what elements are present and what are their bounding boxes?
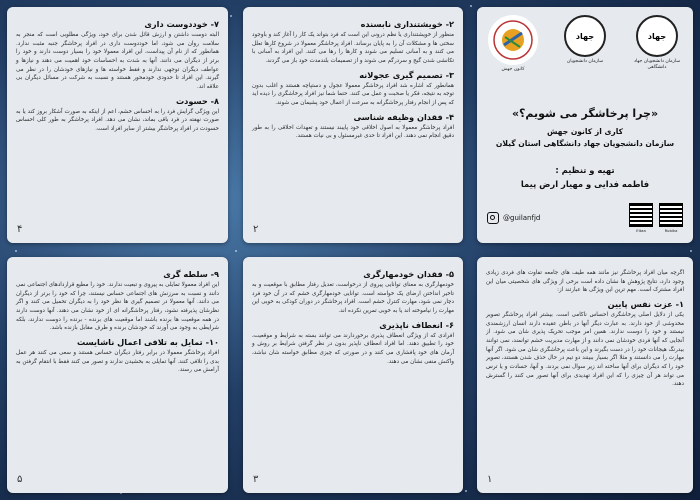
logo-caption-mid: سازمان دانشجویان — [566, 59, 604, 64]
text-self-love: البته دوست داشتن و ارزش قائل شدن برای خود، ویژگی مطلوبی است که منجر به سلامت روان می شود، اما خوددوست داری در افراد پرخاشگر جنبه مثبت ندارد. همانطور که از نام آن پیداست، این افراد معمولا خود را بسیار دوست دارند و خود را برتر از دیگران می دانند. آنها به شدت به احساسات خود اهمیت می دهند و نیازها و عواطف دیگران توجهی ندارند و فقط خواسته ها و نیازهای خودشان را در نظر می گیرند. این افراد تا حدودی خودمحور هستند و نسبت به شرکت در مسائل دیگران بی علاقه اند. — [16, 32, 219, 90]
heading-self-control: ۲- خویشتنداری نابسنده — [360, 19, 454, 29]
cover-subtitle-2: سازمان دانشجویان جهاد دانشگاهی استان گیلان — [495, 139, 675, 149]
logo-org-3 — [630, 15, 684, 71]
text-self-regulation: خودمهارگری به معنای توانایی پیروی از درخواست، تعدیل رفتار مطابق با موقعیت و به تاخیر انداختن ارضای یک خواسته است. توانایی خودمهارگری خشم که در آن خود فرد دچار نمی شود، مهارت کنترل خشم است. افراد پرخاشگر در دوران کودکی به خوبی این مهارت را نیاموخته اند یا به خوبی تمرین نکرده اند. — [252, 282, 454, 314]
heading-inflexibility: ۶- انعطاف ناپذیری — [379, 319, 454, 330]
text-conscientiousness: افراد پرخاشگر معمولا به اصول اخلاقی خود پایبند نیستند و تعهدات اخلاقی را به طور دقیق انجام نمی دهند. این افراد تا حدی غیرمسئول و بی نیات هستند. — [252, 124, 454, 140]
page-number: ۳ — [253, 474, 259, 485]
text-self-control: منظور از خویشتنداری یا نظم درونی این است که فرد بتواند یک کار را آغاز کند و باوجود سختی ها و مشکلات آن را به پایان برساند. افراد پرخاشگر معمولا در شروع کارها تعلل می کنند و به آسانی تسلیم می شوند و کارها را رها می کنند. این افراد به آسانی با تکانشی شدن گیج و سردرگم می شوند و از تصمیمات بلندمدت خود باز می گردند. — [252, 32, 454, 64]
heading-low-self-esteem: ۱- عزت نفس پایین — [607, 298, 684, 309]
intro-text: اگرچه میان افراد پرخاشگر نیز مانند همه طیف های جامعه تفاوت های فردی زیادی وجود دارد، نتایج پژوهش ها نشان داده است برخی از ویژگی های شخصیتی میان این افراد مشترک است. مهم ترین این ویژگی ها عبارتند از: — [486, 270, 684, 294]
qr-code-icon — [629, 203, 653, 227]
page-number: ۵ — [17, 474, 23, 485]
cover-panel — [477, 7, 693, 243]
qr-caption-left: Eitaa — [636, 228, 646, 233]
page-number: ۴ — [17, 224, 23, 235]
heading-self-love: ۷- خوددوست داری — [144, 19, 219, 29]
page-number: ۱ — [487, 474, 493, 485]
heading-dominance: ۹- سلطه گری — [163, 269, 219, 279]
authors: فاطمه فدایی و مهیار ارض پیما — [520, 178, 650, 189]
instagram-handle[interactable] — [487, 212, 540, 224]
jahad-logo: جهاد — [636, 15, 678, 57]
text-hasty-decision: همانطور که اشاره شد افراد پرخاشگر معمولا عجول و دستپاچه هستند و اغلب بدون توجه به نتیجه، فکر یا صحبت و عمل می کنند. حتما شما نیز افراد پرخاشگری را دیده اید که پس از انجام رفتار پرخاشگرانه به سرعت از اعمال خود پشیمان می شوند. — [252, 82, 454, 106]
logo-caption-right: کانون جهش — [501, 67, 525, 72]
logo-caption-left: سازمان دانشجویان جهاد دانشگاهی — [633, 59, 681, 70]
cover-title: «چرا پرخاشگر می شویم؟» — [511, 107, 659, 120]
panel-page-2 — [243, 7, 463, 243]
heading-revenge: ۱۰- تمایل به تلافی اعمال ناشایست — [76, 336, 219, 347]
panel-page-3 — [243, 257, 463, 493]
cover-subtitle-1: کاری از کانون جهش — [546, 127, 624, 136]
instagram-text: @guilanfjd — [503, 214, 541, 222]
text-dominance: این افراد معمولا تمایلی به پیروی و تبعیت ندارند. خود را مطیع قراردادهای اجتماعی نمی دانند و نسبت به سرزنش های اجتماعی حساس نیستند، چرا که خود را برتر از دیگران می دانند. آنها معمولا در تصمیم گیری ها نظر خود را به دیگران تحمیل می کنند و اگر نظرشان پذیرفته نشود، رفتار پرخاشگرانه ای از خود نشان می دهند. آنها دوست دارند در همه موقعیت ها برنده باشند اما موقعیت های برنده - برنده را دوست ندارند، بلکه شرایطی به وجود می آورند که خودشان برنده و طرف مقابل بازنده باشد. — [16, 282, 219, 332]
heading-conscientiousness: ۴- فقدان وظیفه شناسی — [353, 111, 454, 122]
heading-jealousy: ۸- حسودت — [175, 95, 219, 106]
logo-org-1 — [486, 15, 540, 73]
text-revenge: افراد پرخاشگر معمولا در برابر رفتار دیگران حساس هستند و سعی می کنند هر عمل بدی را تلافی کنند. آنها تمایلی به بخشیدن ندارند و تصور می کنند فقط با انتقام گرفتن به آرامش می رسند. — [16, 349, 219, 374]
qr-code-icon — [659, 203, 683, 227]
kanoon-jahesh-logo — [488, 15, 538, 65]
text-low-self-esteem: یکی از دلایل اصلی پرخاشگری احساس ناکامی است. بیشتر افراد پرخاشگر تصویر مخدوشی از خود دارند. به عبارت دیگر آنها در باطن عقیده دارند انسان ارزشمندی نیستند و خود را دوست ندارند. همین امر موجب تحریک پذیری شان می شود. از آنجایی که آنها فردی خودشان نمی دانند و از مهارت مدیریت خشم توانمند، نمی توانند بیدرنگ هیجانات خود را در دست بگیرند و این باعث پرخاشگری شان می شود. اگر آنها مهارت را می دانستند و مثلا اگر بسیار ببینند دو تیم در حال حذف شدن هستند، تصویر خود را که دیگران برای آنها ساخته اند زیر سوال نمی بردند. و آنها، حسادت و یا ترس می تواند هر آن چیزی را که این افراد تهدیدی برای آنها تصور می کنند را گسترش دهند. — [486, 311, 684, 388]
qr-caption-right: Rubika — [664, 228, 678, 233]
qr-block-left — [629, 203, 653, 233]
logo-org-2 — [558, 15, 612, 65]
cover-footer — [487, 203, 683, 233]
jahad-logo: جهاد — [564, 15, 606, 57]
panel-page-5 — [7, 257, 228, 493]
heading-hasty-decision: ۳- تصمیم گیری عجولانه — [359, 69, 454, 80]
logos-row — [486, 15, 684, 87]
qr-block-right — [659, 203, 683, 233]
text-inflexibility: افرادی که از ویژگی انعطاف پذیری برخوردارند می توانند بسته به شرایط و موقعیت، خود را تطبیق دهند. اما افراد انعطاف ناپذیر بدون در نظر گرفتن شرایط بر روش و آرمان های خود پافشاری می کنند و در صورتی که چیزی مطابق خواسته شان نباشد، واکنش منفی نشان می دهند. — [252, 332, 454, 365]
text-jealousy: این ویژگی گرایش فرد را به احساس خشم، اعم از اینکه به صورت آشکار بروز کند یا به صورت نهفته در فرد باقی بماند، نشان می دهد. افراد پرخاشگر به طور کلی احساس حسودت در افراد پرخاشگر بیشتر از سایر افراد است. — [16, 108, 219, 132]
panel-page-1 — [477, 257, 693, 493]
heading-self-regulation: ۵- فقدان خودمهارگری — [363, 269, 454, 279]
prepared-label: تهیه و تنظیم : — [555, 165, 615, 176]
panel-page-4 — [7, 7, 228, 243]
page-number: ۲ — [253, 224, 259, 235]
instagram-icon — [487, 212, 499, 224]
